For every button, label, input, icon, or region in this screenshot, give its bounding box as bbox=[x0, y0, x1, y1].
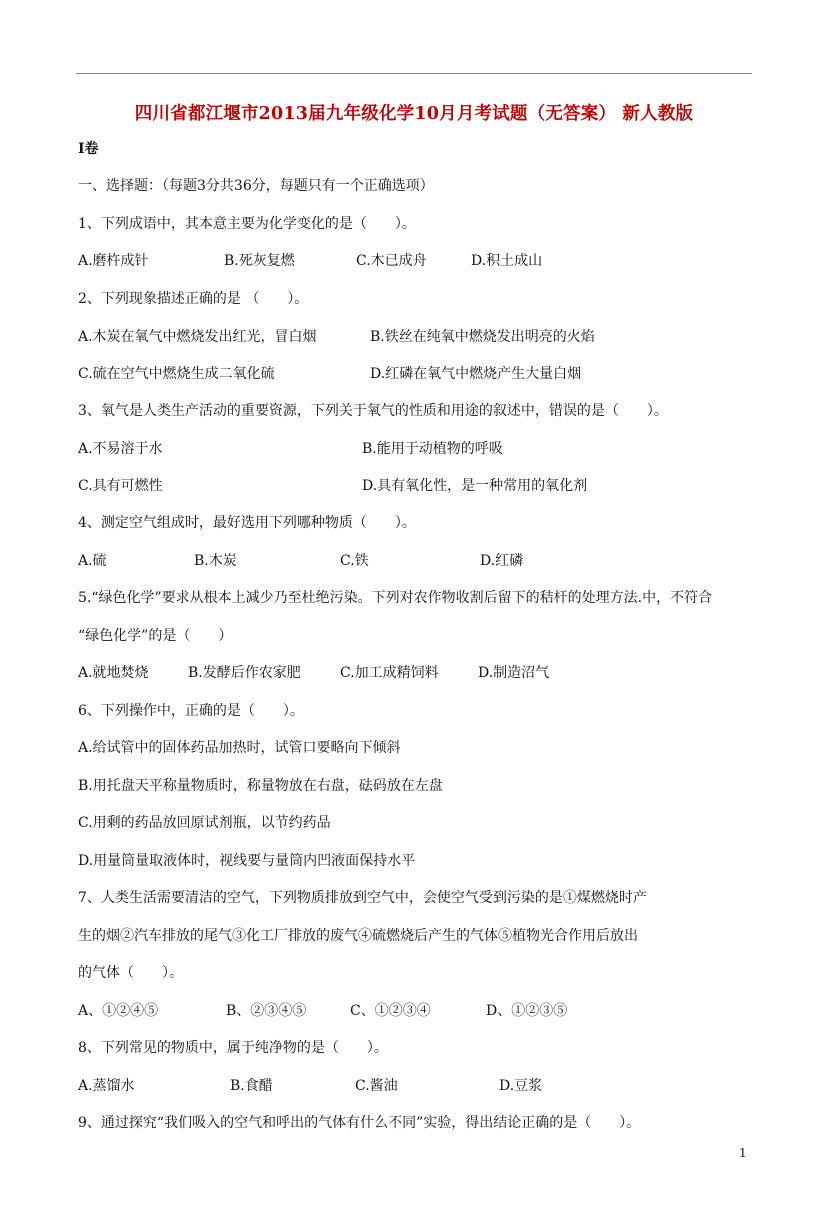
option-c: C.加工成精饲料 bbox=[340, 665, 439, 681]
question-6-option-d: D.用量筒量取液体时，视线要与量筒内凹液面保持水平 bbox=[78, 853, 416, 869]
option-b: B.死灰复燃 bbox=[224, 253, 295, 269]
question-1-stem: 1、下列成语中，其本意主要为化学变化的是（ ）。 bbox=[78, 216, 416, 232]
question-7-stem-end: 的气体（ ）。 bbox=[78, 965, 183, 981]
question-4-stem: 4、测定空气组成时，最好选用下列哪种物质（ ）。 bbox=[78, 515, 416, 531]
question-7-stem-cont: 生的烟②汽车排放的尾气③化工厂排放的废气④硫燃烧后产生的气体⑤植物光合作用后放出 bbox=[78, 928, 638, 944]
option-d: D.制造沼气 bbox=[478, 665, 550, 681]
option-c: C.木已成舟 bbox=[356, 253, 427, 269]
option-c: C.酱油 bbox=[355, 1078, 398, 1094]
question-6-option-b: B.用托盘天平称量物质时，称量物放在右盘，砝码放在左盘 bbox=[78, 778, 443, 794]
document-title: 四川省都江堰市2013届九年级化学10月月考试题（无答案） 新人教版 bbox=[134, 104, 694, 124]
question-9-stem: 9、通过探究“我们吸入的空气和呼出的气体有什么不同”实验，得出结论正确的是（ ）。 bbox=[78, 1115, 641, 1131]
part-heading: 一、选择题：（每题3分共36分，每题只有一个正确选项） bbox=[78, 178, 434, 194]
option-c: C.硫在空气中燃烧生成二氧化硫 bbox=[78, 366, 275, 382]
question-2-stem: 2、下列现象描述正确的是 （ ）。 bbox=[78, 291, 309, 307]
question-8-stem: 8、下列常见的物质中，属于纯净物的是（ ）。 bbox=[78, 1040, 388, 1056]
option-a: A.木炭在氧气中燃烧发出红光，冒白烟 bbox=[78, 329, 317, 345]
header-rule bbox=[76, 73, 752, 74]
option-b: B.铁丝在纯氧中燃烧发出明亮的火焰 bbox=[370, 329, 595, 345]
section-heading: I卷 bbox=[78, 141, 99, 157]
option-a: A.就地焚烧 bbox=[78, 665, 149, 681]
option-b: B.食醋 bbox=[230, 1078, 273, 1094]
option-b: B.能用于动植物的呼吸 bbox=[362, 441, 503, 457]
question-6-option-a: A.给试管中的固体药品加热时，试管口要略向下倾斜 bbox=[78, 740, 401, 756]
question-7-stem: 7、人类生活需要清洁的空气，下列物质排放到空气中，会使空气受到污染的是①煤燃烧时产 bbox=[78, 890, 647, 906]
option-a: A、①②④⑤ bbox=[78, 1003, 159, 1019]
question-5-stem-cont: “绿色化学”的是（ ） bbox=[78, 628, 233, 644]
question-5-stem: 5.“绿色化学”要求从根本上减少乃至杜绝污染。下列对农作物收割后留下的秸杆的处理方法.中，不符合 bbox=[78, 590, 713, 606]
page-number: 1 bbox=[739, 1146, 747, 1160]
option-b: B.发酵后作农家肥 bbox=[188, 665, 301, 681]
option-d: D.具有氧化性，是一种常用的氧化剂 bbox=[362, 478, 588, 494]
option-a: A.蒸馏水 bbox=[78, 1078, 135, 1094]
option-a: A.不易溶于水 bbox=[78, 441, 163, 457]
option-d: D.积土成山 bbox=[471, 253, 543, 269]
option-a: A.磨杵成针 bbox=[78, 253, 149, 269]
option-a: A.硫 bbox=[78, 553, 107, 569]
option-b: B.木炭 bbox=[194, 553, 237, 569]
option-c: C、①②③④ bbox=[350, 1003, 431, 1019]
question-6-option-c: C.用剩的药品放回原试剂瓶，以节约药品 bbox=[78, 815, 331, 831]
option-c: C.具有可燃性 bbox=[78, 478, 163, 494]
question-3-stem: 3、氧气是人类生产活动的重要资源，下列关于氧气的性质和用途的叙述中，错误的是（ ）。 bbox=[78, 403, 668, 419]
option-b: B、②③④⑤ bbox=[226, 1003, 307, 1019]
option-d: D、①②③⑤ bbox=[486, 1003, 568, 1019]
option-d: D.豆浆 bbox=[499, 1078, 543, 1094]
question-6-stem: 6、下列操作中，正确的是（ ）。 bbox=[78, 703, 304, 719]
option-d: D.红磷在氧气中燃烧产生大量白烟 bbox=[370, 366, 582, 382]
option-c: C.铁 bbox=[340, 553, 369, 569]
option-d: D.红磷 bbox=[480, 553, 524, 569]
